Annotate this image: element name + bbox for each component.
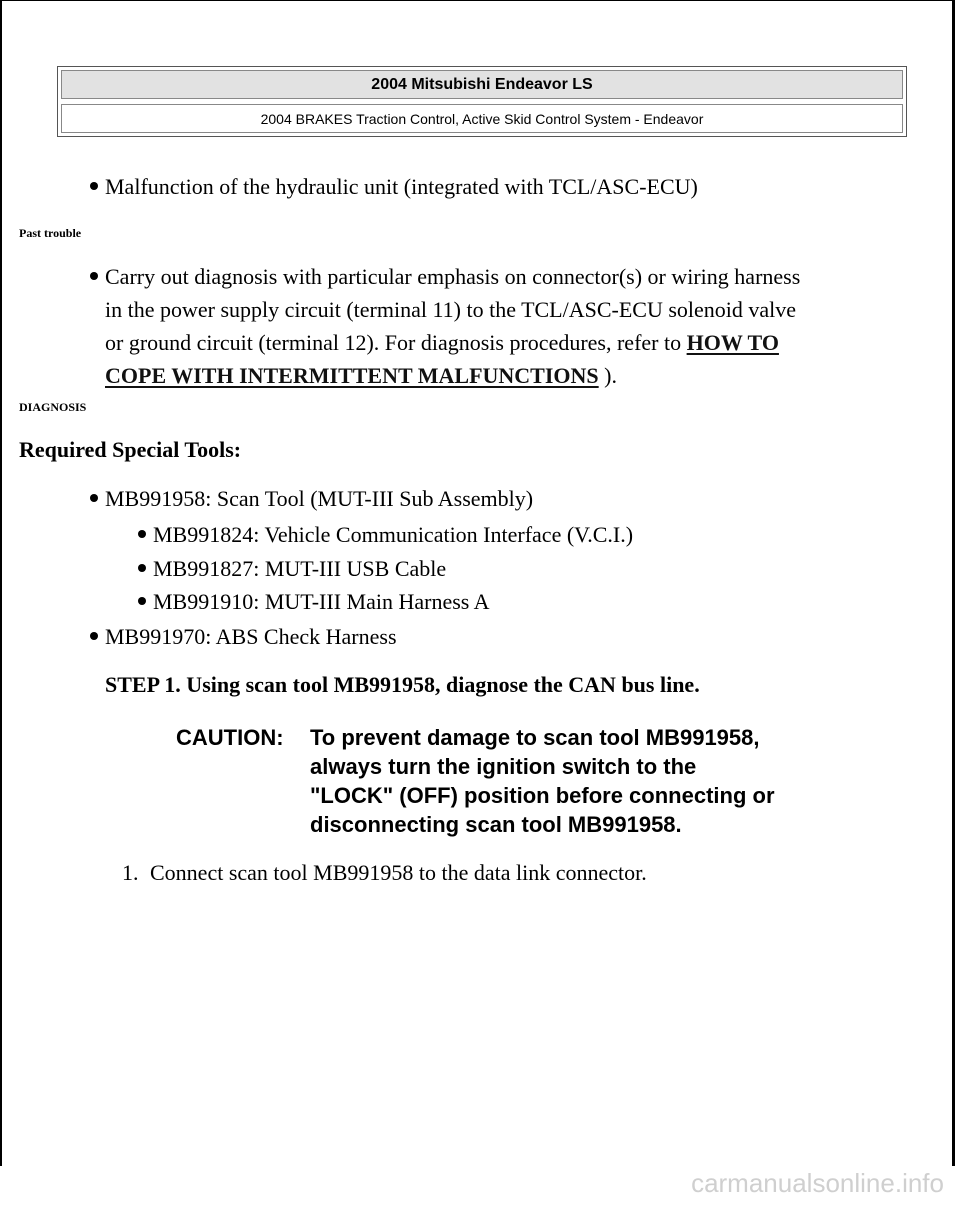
caution-line: disconnecting scan tool MB991958. [310, 812, 682, 837]
sub-tool-bullet [138, 518, 633, 551]
caution-line: To prevent damage to scan tool MB991958, [310, 725, 760, 750]
page-frame-left [0, 0, 2, 1166]
instruction-text: Connect scan tool MB991958 to the data link connector. [150, 860, 647, 885]
past-trouble-line-4 [90, 359, 910, 392]
cause-bullet-text: Malfunction of the hydraulic unit (integrated with TCL/ASC-ECU) [105, 174, 698, 199]
document-header [57, 66, 907, 137]
past-trouble-line-1: Carry out diagnosis with particular emphasis on connector(s) or wiring harness [105, 264, 801, 289]
caution-line: always turn the ignition switch to the [310, 754, 697, 779]
bullet-dot-icon [138, 597, 146, 605]
intermittent-malfunctions-link-continued[interactable]: COPE WITH INTERMITTENT MALFUNCTIONS [105, 363, 599, 388]
bullet-dot-icon [90, 494, 98, 502]
past-trouble-bullet [90, 260, 910, 392]
abs-harness-bullet [90, 620, 397, 653]
instruction-item [122, 856, 647, 889]
intermittent-malfunctions-link[interactable]: HOW TO [686, 330, 779, 355]
section-subtitle: 2004 BRAKES Traction Control, Active Skid Control System - Endeavor [61, 104, 903, 133]
sub-tool-text: MB991824: Vehicle Communication Interface (V.C.I.) [153, 522, 634, 547]
past-trouble-line-2: in the power supply circuit (terminal 11) to the TCL/ASC-ECU solenoid valve [105, 297, 797, 322]
caution-text [310, 723, 870, 839]
diagnosis-heading: DIAGNOSIS [19, 400, 87, 414]
sub-tool-bullet [138, 552, 446, 585]
past-trouble-heading: Past trouble [19, 226, 82, 240]
required-tools-heading: Required Special Tools: [19, 437, 242, 462]
abs-harness-text: MB991970: ABS Check Harness [105, 624, 397, 649]
cause-bullet-item [90, 170, 890, 203]
bullet-dot-icon [90, 272, 98, 280]
sub-tool-bullet [138, 585, 490, 618]
instruction-number: 1. [122, 860, 139, 885]
caution-line: "LOCK" (OFF) position before connecting or [310, 783, 775, 808]
past-trouble-line-4-suffix: ). [598, 363, 617, 388]
step-1-heading: STEP 1. Using scan tool MB991958, diagnose the CAN bus line. [105, 672, 700, 697]
site-watermark: carmanualsonline.info [691, 1168, 944, 1198]
sub-tool-text: MB991827: MUT-III USB Cable [153, 556, 447, 581]
bullet-dot-icon [138, 530, 146, 538]
page-frame-top [0, 0, 955, 1]
scan-tool-text: MB991958: Scan Tool (MUT-III Sub Assembly) [105, 486, 534, 511]
bullet-dot-icon [90, 632, 98, 640]
past-trouble-line-3 [90, 326, 910, 359]
page-frame-right [952, 0, 955, 1166]
vehicle-title: 2004 Mitsubishi Endeavor LS [61, 70, 903, 99]
past-trouble-line-3-text: or ground circuit (terminal 12). For diagnosis procedures, refer to [105, 330, 687, 355]
caution-label: CAUTION: [176, 725, 284, 750]
scan-tool-bullet [90, 482, 533, 515]
bullet-dot-icon [90, 182, 98, 190]
sub-tool-text: MB991910: MUT-III Main Harness A [153, 589, 490, 614]
bullet-dot-icon [138, 564, 146, 572]
